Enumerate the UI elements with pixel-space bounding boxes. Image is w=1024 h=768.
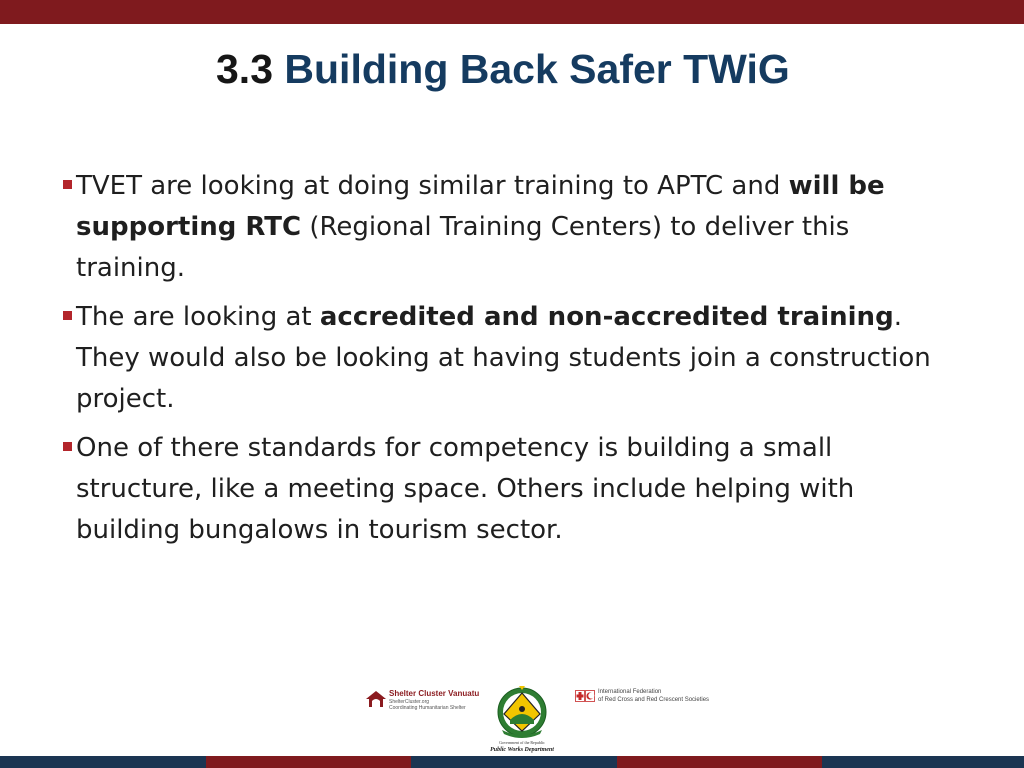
shelter-cluster-tagline: Coordinating Humanitarian Shelter [389, 705, 466, 711]
bullet-list [62, 166, 952, 559]
footer-bar-segment [411, 756, 617, 768]
bullet-marker-icon [63, 180, 72, 189]
ifrc-logo [575, 688, 715, 706]
public-works-logo [484, 684, 560, 756]
shelter-cluster-logo [365, 688, 480, 712]
red-cross-crescent-icon [575, 690, 595, 702]
slide-title [216, 44, 790, 94]
shelter-cluster-name: Shelter Cluster Vanuatu [389, 689, 480, 698]
shelter-cluster-site: ShelterCluster.org [389, 699, 430, 705]
public-works-subtitle: Government of the Republic [499, 740, 545, 745]
bullet-item [62, 166, 952, 289]
bullet-text: . They would also be looking at having students join a construction project. [76, 302, 931, 414]
bullet-bold-text: accredited and non-accredited training [319, 302, 894, 332]
footer-bar-segment [617, 756, 822, 768]
bullet-marker-icon [63, 311, 72, 320]
public-works-department: Public Works Department [490, 747, 554, 753]
bullet-text: The are looking at [76, 302, 320, 332]
footer-logos [0, 680, 1024, 756]
shelter-house-icon [365, 690, 387, 708]
bullet-item [62, 428, 952, 551]
title-text: Building Back Safer TWiG [284, 46, 790, 92]
footer-bar-segment [0, 756, 206, 768]
bullet-item [62, 297, 952, 420]
bullet-text: One of there standards for competency is building a small structure, like a meeting space. Others include helping with building bungalows in tourism sector. [76, 433, 855, 545]
top-accent-bar [0, 0, 1024, 24]
footer-color-bar [0, 756, 1024, 768]
ifrc-name-line2: of Red Cross and Red Crescent Societies [598, 697, 710, 703]
title-number: 3.3 [216, 46, 273, 92]
ifrc-name-line1: International Federation [598, 689, 662, 695]
public-works-emblem-icon [496, 684, 548, 738]
footer-bar-segment [822, 756, 1024, 768]
bullet-marker-icon [63, 442, 72, 451]
footer-bar-segment [206, 756, 411, 768]
bullet-bold-text: will be supporting RTC [76, 171, 885, 242]
bullet-text: TVET are looking at doing similar training to APTC and [76, 171, 789, 201]
bullet-text: (Regional Training Centers) to deliver this training. [76, 212, 850, 283]
